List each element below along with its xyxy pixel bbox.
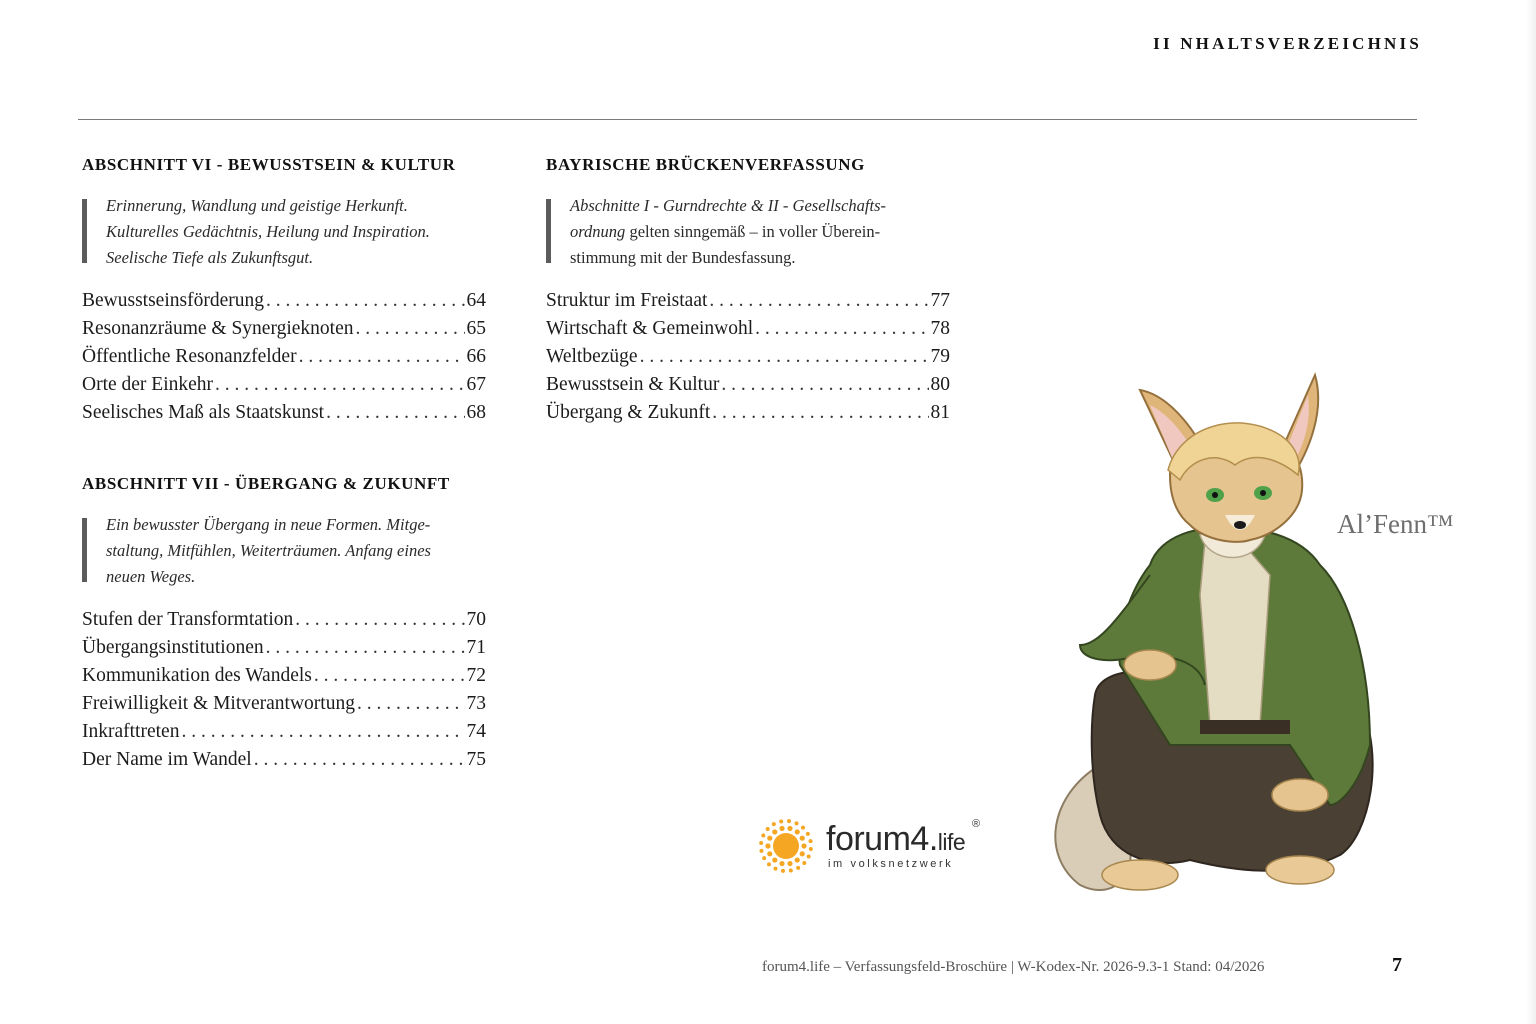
sun-ray-dot — [801, 843, 806, 848]
summary-line: Erinnerung, Wandlung und geistige Herkunft. — [106, 196, 408, 215]
toc-entry-label: Wirtschaft & Gemeinwohl — [546, 318, 754, 339]
mascot-name: Al’Fenn™ — [1337, 509, 1454, 539]
toc-section-vi — [82, 154, 486, 443]
sun-ray-dot — [806, 832, 810, 836]
page-number: 7 — [1392, 954, 1402, 976]
toc-leader — [295, 606, 464, 634]
toc-entry[interactable] — [82, 315, 486, 343]
toc-entry-label: Orte der Einkehr — [82, 374, 214, 395]
sun-ray-dot — [779, 819, 783, 823]
toc-entry-label: Freiwilligkeit & Mitverantwortung — [82, 693, 355, 714]
toc-entry[interactable] — [546, 399, 950, 427]
sun-ray-dot — [773, 867, 777, 871]
logo-wordmark: forum4.life — [826, 820, 966, 858]
quote-bar — [82, 518, 87, 582]
summary-line: gelten sinngemäß – in voller Überein- — [629, 222, 881, 241]
section-heading: ABSCHNITT VII - ÜBERGANG & ZUKUNFT — [82, 474, 450, 493]
header-rule — [78, 119, 1417, 120]
sun-ray-dot — [779, 826, 784, 831]
toc-entry-page: 71 — [466, 637, 486, 658]
toc-leader — [640, 343, 929, 371]
toc-entry-page: 68 — [466, 402, 486, 423]
sun-ray-dot — [772, 829, 777, 834]
toc-entry[interactable] — [82, 343, 486, 371]
toc-entry[interactable] — [546, 371, 950, 399]
sun-ray-dot — [809, 847, 813, 851]
section-summary — [546, 193, 950, 271]
forum4-logo[interactable] — [756, 818, 986, 878]
section-summary — [82, 512, 486, 590]
toc-leader — [712, 399, 928, 427]
sun-ray-dot — [772, 822, 776, 826]
summary-line: Abschnitte I - Gurndrechte & II - Gesellschafts- — [570, 196, 887, 215]
summary-line: Kulturelles Gedächtnis, Heilung und Inspiration. — [106, 222, 430, 241]
toc-section-bayern — [546, 154, 950, 443]
toc-leader — [215, 371, 464, 399]
toc-entry-page: 75 — [466, 749, 486, 770]
toc-leader — [181, 718, 464, 746]
toc-entry-label: Übergangsinstitutionen — [82, 637, 264, 658]
sun-ray-dot — [762, 856, 766, 860]
toc-entry[interactable] — [82, 371, 486, 399]
toc-entry-label: Weltbezüge — [546, 346, 638, 367]
toc-entry-label: Inkrafttreten — [82, 721, 180, 742]
footer-text: forum4.life – Verfassungsfeld-Broschüre | W-Kodex-Nr. 2026-9.3-1 Stand: 04/2026 — [762, 959, 1265, 975]
toc-entry-page: 79 — [930, 346, 950, 367]
sun-ray-dot — [767, 862, 771, 866]
toc-entry-label: Struktur im Freistaat — [546, 290, 708, 311]
toc-leader — [266, 634, 465, 662]
quote-bar — [546, 199, 551, 263]
summary-line: stimmung mit der Bundesfassung. — [570, 248, 796, 267]
toc-list — [82, 287, 486, 427]
toc-leader — [356, 315, 465, 343]
toc-entry[interactable] — [82, 690, 486, 718]
toc-leader — [299, 343, 465, 371]
toc-entry[interactable] — [546, 343, 950, 371]
sun-ray-dot — [787, 819, 791, 823]
sun-ray-dot — [795, 857, 800, 862]
summary-line: ordnung — [570, 222, 626, 241]
registered-mark: ® — [972, 818, 981, 830]
sun-ray-dot — [795, 821, 799, 825]
toc-entry-page: 81 — [930, 402, 950, 423]
toc-leader — [755, 315, 928, 343]
summary-line: staltung, Mitfühlen, Weiterträumen. Anfang eines — [106, 541, 431, 560]
sun-ray-dot — [779, 861, 784, 866]
toc-entry-page: 80 — [930, 374, 950, 395]
toc-leader — [314, 662, 465, 690]
toc-entry[interactable] — [82, 287, 486, 315]
toc-entry-page: 66 — [466, 346, 486, 367]
sun-ray-dot — [781, 869, 785, 873]
toc-entry[interactable] — [82, 662, 486, 690]
toc-entry-label: Kommunikation des Wandels — [82, 665, 312, 686]
toc-entry[interactable] — [546, 315, 950, 343]
summary-line: Seelische Tiefe als Zukunftsgut. — [106, 248, 314, 267]
section-heading: ABSCHNITT VI - BEWUSSTSEIN & KULTUR — [82, 155, 456, 174]
sun-ray-dot — [807, 855, 811, 859]
toc-entry-label: Resonanzräume & Synergieknoten — [82, 318, 354, 339]
sun-ray-dot — [787, 826, 792, 831]
toc-entry-page: 64 — [466, 290, 486, 311]
section-summary — [82, 193, 486, 271]
sun-ray-dot — [772, 857, 777, 862]
toc-entry-page: 73 — [466, 693, 486, 714]
toc-section-vii — [82, 473, 486, 790]
sun-ray-dot — [801, 826, 805, 830]
sun-ray-dot — [767, 836, 772, 841]
sun-ray-dot — [789, 869, 793, 873]
toc-entry-label: Öffentliche Resonanzfelder — [82, 346, 297, 367]
toc-leader — [326, 399, 464, 427]
toc-entry-page: 70 — [466, 609, 486, 630]
sun-logo-icon — [756, 818, 816, 878]
toc-entry[interactable] — [82, 746, 486, 774]
sun-ray-dot — [765, 843, 770, 848]
toc-entry-label: Bewusstsein & Kultur — [546, 374, 720, 395]
running-header: II NHALTSVERZEICHNIS — [1153, 34, 1422, 53]
toc-entry-label: Stufen der Transformtation — [82, 609, 294, 630]
toc-entry[interactable] — [82, 718, 486, 746]
sun-ray-dot — [759, 849, 763, 853]
toc-entry-page: 74 — [466, 721, 486, 742]
toc-leader — [254, 746, 465, 774]
sun-ray-dot — [759, 841, 763, 845]
toc-entry-page: 72 — [466, 665, 486, 686]
page-edge-shadow — [1526, 0, 1536, 1024]
toc-list — [82, 606, 486, 774]
summary-line: neuen Weges. — [106, 567, 196, 586]
toc-leader — [721, 371, 928, 399]
quote-bar — [82, 199, 87, 263]
toc-entry[interactable] — [82, 399, 486, 427]
section-heading: BAYRISCHE BRÜCKENVERFASSUNG — [546, 155, 865, 174]
toc-entry-page: 65 — [466, 318, 486, 339]
sun-ray-dot — [800, 851, 805, 856]
toc-leader — [709, 287, 928, 315]
sun-ray-dot — [802, 861, 806, 865]
sun-ray-dot — [809, 839, 813, 843]
toc-entry-page: 67 — [466, 374, 486, 395]
sun-ray-dot — [767, 851, 772, 856]
sun-ray-dot — [761, 833, 765, 837]
toc-entry-page: 78 — [930, 318, 950, 339]
logo-tagline: im volksnetzwerk — [828, 858, 954, 870]
sun-ray-dot — [796, 866, 800, 870]
sun-ray-dot — [795, 829, 800, 834]
toc-entry-label: Bewusstseinsförderung — [82, 290, 264, 311]
toc-list — [546, 287, 950, 427]
toc-entry-label: Seelisches Maß als Staatskunst — [82, 402, 325, 423]
toc-entry[interactable] — [546, 287, 950, 315]
sun-ray-dot — [800, 836, 805, 841]
summary-line: Ein bewusster Übergang in neue Formen. Mitge- — [106, 515, 431, 534]
sun-ray-dot — [787, 861, 792, 866]
toc-entry-label: Der Name im Wandel — [82, 749, 252, 770]
toc-entry-label: Übergang & Zukunft — [546, 402, 711, 423]
toc-entry[interactable] — [82, 606, 486, 634]
sun-ray-dot — [766, 827, 770, 831]
toc-leader — [266, 287, 465, 315]
toc-entry[interactable] — [82, 634, 486, 662]
toc-leader — [357, 690, 465, 718]
toc-entry-page: 77 — [930, 290, 950, 311]
fennec-fox-illustration — [1040, 365, 1410, 900]
